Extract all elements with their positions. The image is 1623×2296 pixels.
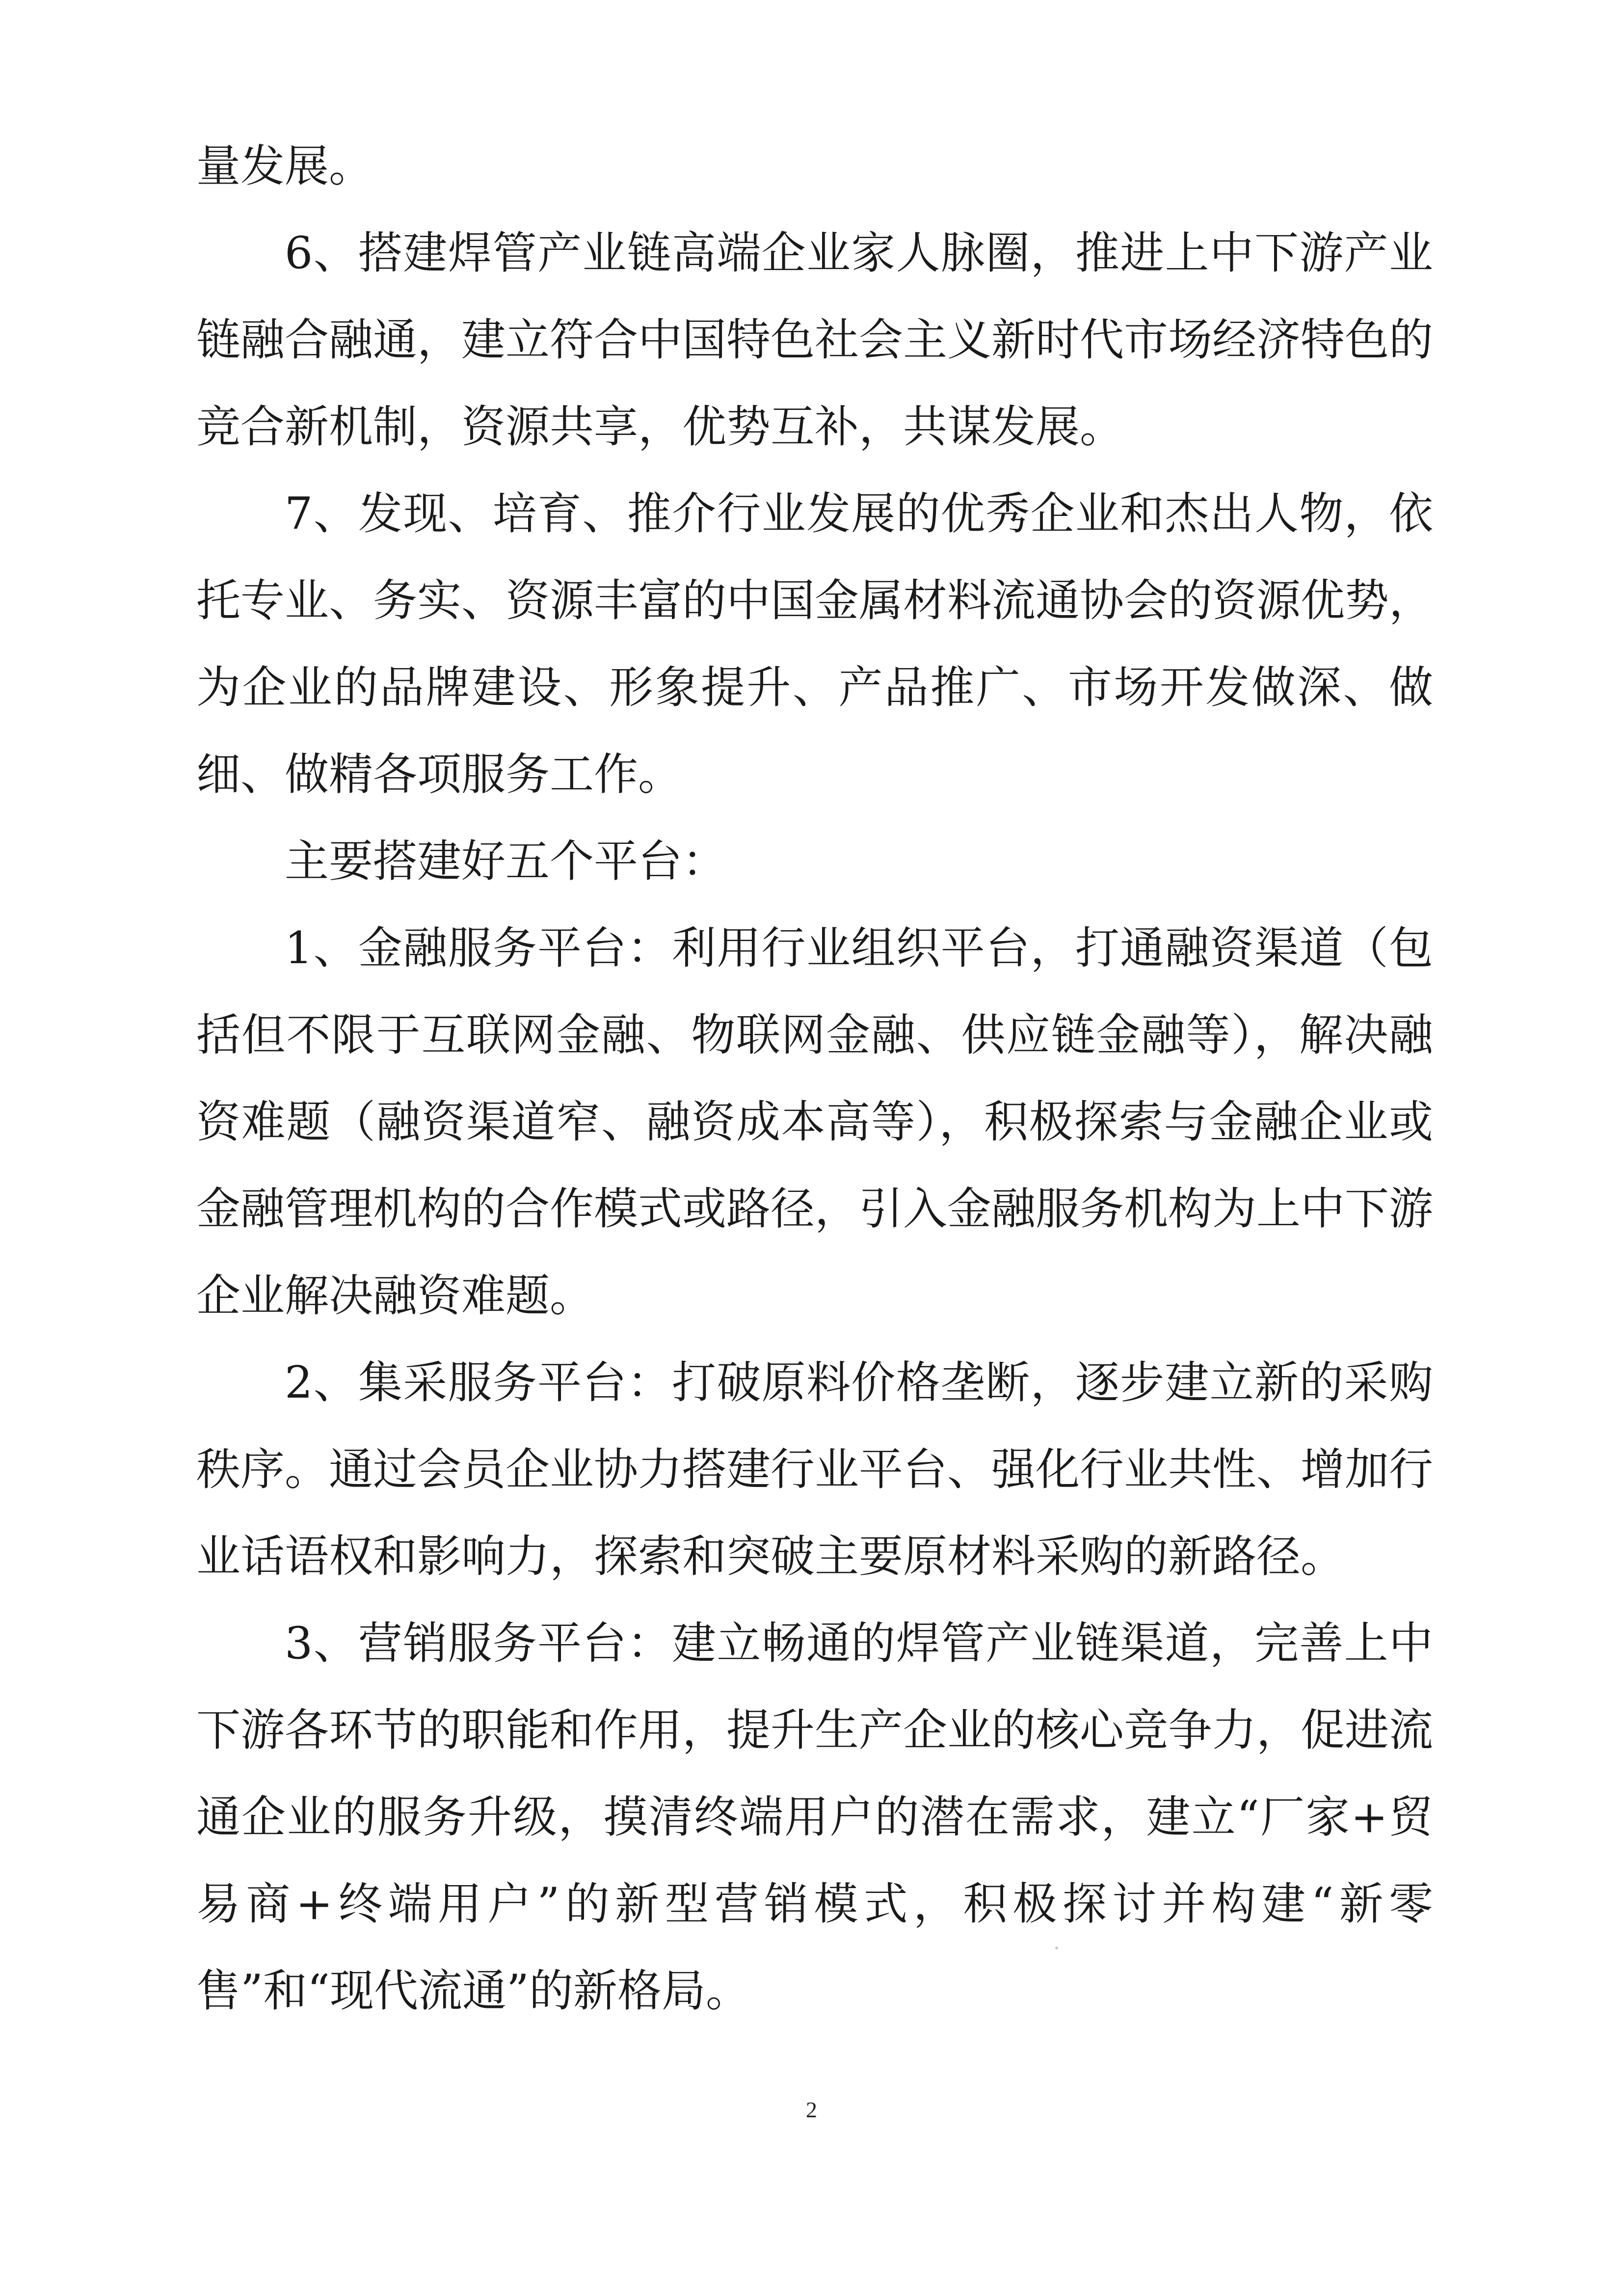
scan-speck <box>1055 1946 1058 1949</box>
paragraph-platform-3: 3、营销服务平台：建立畅通的焊管产业链渠道，完善上中下游各环节的职能和作用，提升生产企业的核心竞争力，促进流通企业的服务升级，摸清终端用户的潜在需求，建立“厂家+贸易商+终端用户”的新型营销模式，积极探讨并构建“新零售”和“现代流通”的新格局。 <box>196 1618 1433 2017</box>
paragraph-platforms-heading: 主要搭建好五个平台： <box>285 836 726 887</box>
page-number: 2 <box>806 2097 817 2122</box>
paragraph-platform-1: 1、金融服务平台：利用行业组织平台，打通融资渠道（包括但不限于互联网金融、物联网金融、供应链金融等），解决融资难题（融资渠道窄、融资成本高等），积极探索与金融企业或金融管理机构的合作模式或路径，引入金融服务机构为上中下游企业解决融资难题。 <box>196 922 1433 1322</box>
paragraph-continuation: 量发展。 <box>196 140 373 192</box>
paragraph-item-7: 7、发现、培育、推介行业发展的优秀企业和杰出人物，依托专业、务实、资源丰富的中国金属材料流通协会的资源优势，为企业的品牌建设、形象提升、产品推广、市场开发做深、做细、做精各项服务工作。 <box>196 488 1433 800</box>
paragraph-platform-2: 2、集采服务平台：打破原料价格垄断，逐步建立新的采购秩序。通过会员企业协力搭建行业平台、强化行业共性、增加行业话语权和影响力，探索和突破主要原材料采购的新路径。 <box>196 1357 1433 1582</box>
body-text <box>196 123 1433 2034</box>
paragraph-item-6: 6、搭建焊管产业链高端企业家人脉圈，推进上中下游产业链融合融通，建立符合中国特色社会主义新时代市场经济特色的竞合新机制，资源共享，优势互补，共谋发展。 <box>196 227 1433 453</box>
